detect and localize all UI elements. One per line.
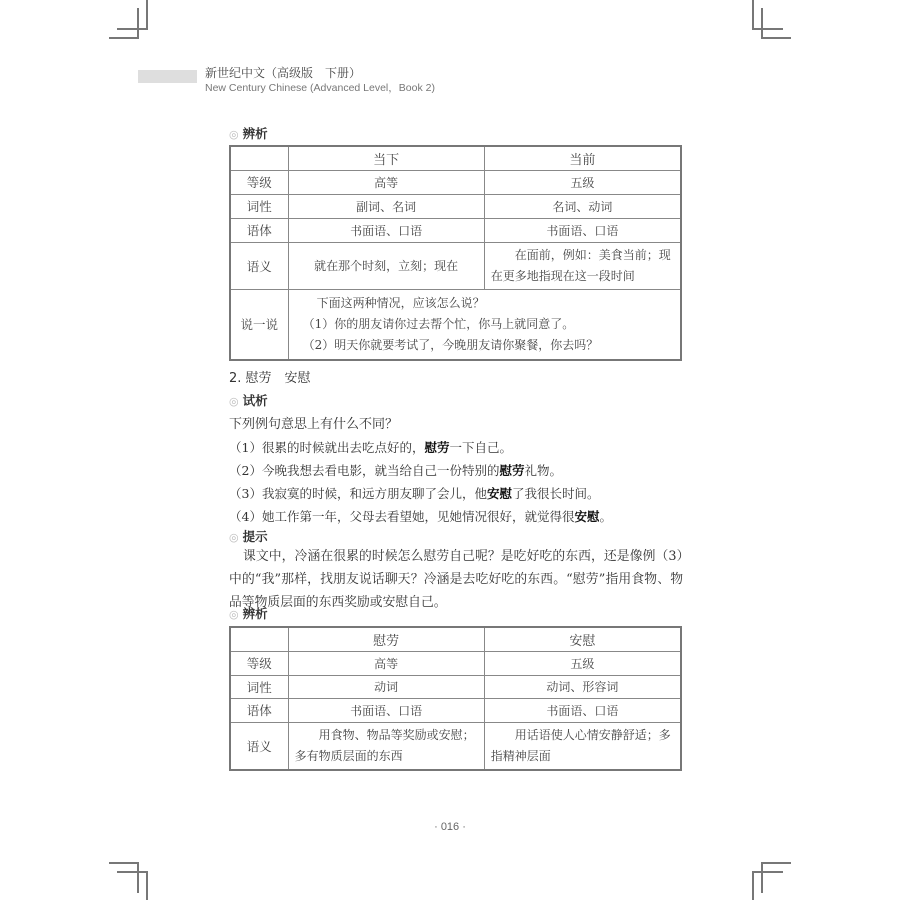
table-cell: 书面语、口语 <box>288 698 484 722</box>
page-number: · 016 · <box>434 821 466 833</box>
table-cell: 动词、形容词 <box>484 675 681 698</box>
table-cell: 五级 <box>484 651 681 675</box>
header-decor-bar <box>138 70 197 83</box>
example-sentence: （2）今晚我想去看电影，就当给自己一份特别的慰劳礼物。 <box>229 463 562 478</box>
table-cell: 书面语、口语 <box>484 698 681 722</box>
table-cell: 就在那个时刻，立刻；现在 <box>288 242 484 289</box>
book-title-english: New Century Chinese (Advanced Level，Book 2) <box>205 82 435 94</box>
column-header: 安慰 <box>484 627 681 651</box>
highlighted-word: 安慰 <box>574 509 600 524</box>
section-heading-trial-analysis: ◎ 试析 <box>229 393 268 408</box>
table-cell: 高等 <box>288 651 484 675</box>
word-pair-title: 2. 慰劳 安慰 <box>229 371 311 386</box>
column-header: 当前 <box>484 146 681 170</box>
table-row <box>230 722 681 770</box>
section-heading-analysis-1: ◎ 辨析 <box>229 126 268 141</box>
example-sentence: （3）我寂寞的时候，和远方朋友聊了会儿，他安慰了我很长时间。 <box>229 486 600 501</box>
row-label: 语义 <box>230 242 288 289</box>
table-cell: 在面前，例如：美食当前；现在更多地指现在这一段时间 <box>484 242 681 289</box>
table-row <box>230 675 681 698</box>
book-title-chinese: 新世纪中文（高级版 下册） <box>205 66 362 80</box>
comparison-table-weilao-anwei <box>229 626 682 771</box>
column-header: 慰劳 <box>288 627 484 651</box>
row-label: 等级 <box>230 651 288 675</box>
talk-cell <box>288 289 681 360</box>
table-cell: 五级 <box>484 170 681 194</box>
row-label: 语义 <box>230 722 288 770</box>
section-heading-analysis-2: ◎ 辨析 <box>229 606 268 621</box>
highlighted-word: 慰劳 <box>499 463 525 478</box>
column-header: 当下 <box>288 146 484 170</box>
row-label: 词性 <box>230 675 288 698</box>
table-header-row <box>230 627 681 651</box>
circle-bullet-icon: ◎ <box>229 128 239 141</box>
hint-paragraph: 课文中，冷涵在很累的时候怎么慰劳自己呢？是吃好吃的东西，还是像例（3）中的“我”那样，找朋友说话聊天？冷涵是去吃好吃的东西。“慰劳”指用食物、物品等物质层面的东西奖励或安慰自己。 <box>229 549 683 610</box>
table-cell: 书面语、口语 <box>484 218 681 242</box>
table-cell: 副词、名词 <box>288 194 484 218</box>
talk-item: （1）你的朋友请你过去帮个忙，你马上就同意了。 <box>302 316 575 331</box>
table-row <box>230 218 681 242</box>
table-cell: 高等 <box>288 170 484 194</box>
table-corner-cell <box>230 146 288 170</box>
table-row <box>230 194 681 218</box>
row-label: 词性 <box>230 194 288 218</box>
table-cell: 用话语使人心情安静舒适；多指精神层面 <box>484 722 681 770</box>
comparison-table-dangxia-dangqian <box>229 145 682 361</box>
talk-item: （2）明天你就要考试了，今晚朋友请你聚餐，你去吗？ <box>302 337 599 352</box>
example-sentence: （4）她工作第一年，父母去看望她，见她情况很好，就觉得很安慰。 <box>229 509 612 524</box>
table-header-row <box>230 146 681 170</box>
highlighted-word: 安慰 <box>486 486 512 501</box>
table-cell: 用食物、物品等奖励或安慰；多有物质层面的东西 <box>288 722 484 770</box>
table-row <box>230 651 681 675</box>
row-label: 说一说 <box>230 289 288 360</box>
row-label: 等级 <box>230 170 288 194</box>
row-label: 语体 <box>230 698 288 722</box>
section-heading-hint: ◎ 提示 <box>229 529 268 544</box>
circle-bullet-icon: ◎ <box>229 608 239 621</box>
table-cell: 名词、动词 <box>484 194 681 218</box>
table-cell: 动词 <box>288 675 484 698</box>
highlighted-word: 慰劳 <box>424 440 450 455</box>
circle-bullet-icon: ◎ <box>229 395 239 408</box>
example-sentence: （1）很累的时候就出去吃点好的，慰劳一下自己。 <box>229 440 512 455</box>
circle-bullet-icon: ◎ <box>229 531 239 544</box>
table-cell: 书面语、口语 <box>288 218 484 242</box>
table-row-talk <box>230 289 681 360</box>
row-label: 语体 <box>230 218 288 242</box>
question-text: 下列例句意思上有什么不同？ <box>229 417 399 432</box>
table-row <box>230 170 681 194</box>
table-row <box>230 242 681 289</box>
table-row <box>230 698 681 722</box>
talk-prompt: 下面这两种情况，应该怎么说？ <box>316 295 485 310</box>
table-corner-cell <box>230 627 288 651</box>
